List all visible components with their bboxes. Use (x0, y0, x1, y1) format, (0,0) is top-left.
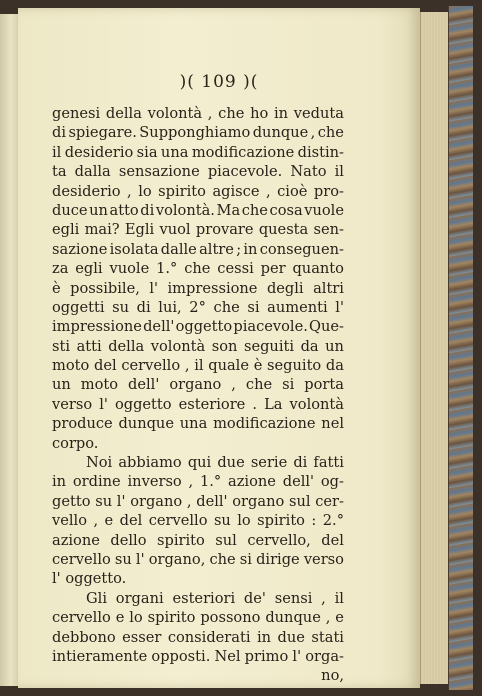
word: 2.° (322, 512, 344, 530)
text-line (52, 647, 344, 666)
word: dell' (143, 318, 175, 336)
word: spirito (158, 182, 206, 200)
text-line (52, 608, 344, 627)
word: del (93, 357, 117, 375)
word: sensi (274, 589, 313, 607)
text-line (52, 395, 344, 414)
word: , (231, 376, 236, 394)
word: agisce (212, 182, 260, 200)
word: che (209, 550, 236, 568)
word: . (252, 395, 258, 413)
word: lui, (158, 298, 182, 316)
word: debbono (52, 628, 116, 646)
word: conseguen- (259, 240, 344, 258)
word: moto (52, 357, 90, 375)
word: sul (288, 492, 311, 510)
text-line (52, 201, 344, 220)
word: lo (129, 609, 143, 627)
page-number-header: )( 109 )( (179, 72, 259, 92)
word: cervello, (247, 531, 311, 549)
word: si (247, 298, 260, 316)
word: da (325, 357, 344, 375)
word: l' (135, 550, 145, 568)
word: e (104, 512, 114, 530)
word: organo (130, 492, 183, 510)
word: volontà (147, 105, 203, 122)
word: seguiti (243, 337, 295, 355)
word: una (179, 415, 208, 433)
word: si (239, 550, 252, 568)
text-line (52, 123, 344, 142)
word: che (218, 105, 245, 122)
word: cosa (269, 201, 303, 219)
word: , (93, 512, 99, 530)
word: produce (52, 415, 113, 433)
word: modificazione (213, 415, 316, 433)
word: su (112, 298, 130, 316)
word: intieramente (52, 647, 148, 665)
text-line (52, 279, 344, 298)
word: l' (335, 298, 344, 316)
word: egli (75, 260, 103, 278)
word: di (136, 298, 151, 316)
text-line (52, 240, 344, 259)
word: in (243, 240, 258, 258)
text-line (52, 143, 344, 162)
word: considerati (167, 628, 251, 646)
word: de' (243, 589, 266, 607)
word: altre (199, 240, 234, 258)
word: su (114, 550, 132, 568)
word: vuole (109, 260, 150, 278)
word: genesi (52, 105, 101, 122)
word: in (256, 628, 272, 646)
text-line (52, 104, 344, 123)
word: og- (320, 473, 344, 491)
word: impressione (167, 279, 258, 297)
text-line (52, 434, 344, 453)
text-line (52, 162, 344, 181)
text-line (52, 550, 344, 569)
word: desiderio (64, 143, 134, 161)
word: : (311, 512, 317, 530)
left-page-edge (0, 14, 19, 686)
word: opposti. (151, 647, 211, 665)
text-line (52, 472, 344, 491)
text-line (52, 531, 344, 550)
word: organo (232, 492, 285, 510)
text-line (52, 589, 344, 608)
word: Que- (309, 318, 344, 336)
word: l' (292, 647, 302, 665)
word: isolata (109, 240, 159, 258)
word: cer- (315, 492, 344, 510)
word: getto (52, 492, 91, 510)
word: desiderio (52, 182, 121, 200)
word: La (264, 395, 283, 413)
line-text: l' oggetto. (52, 570, 127, 588)
text-line (52, 298, 344, 317)
word: volontà (150, 337, 206, 355)
word: lo (138, 182, 152, 200)
word: Nel (214, 647, 241, 665)
text-line (52, 356, 344, 375)
word: spirito (147, 609, 196, 627)
word: seguito (267, 357, 322, 375)
word: 1.° (156, 260, 178, 278)
word: del (321, 531, 344, 549)
word: abbiamo (118, 454, 182, 472)
text-line (52, 337, 344, 356)
word: oggetti (52, 298, 105, 316)
word: Supponghiamo (139, 124, 251, 142)
word: verso (303, 550, 344, 568)
word: dell' (196, 492, 228, 510)
word: una (160, 143, 189, 161)
word: duce (52, 201, 88, 219)
word: spiegare. (68, 124, 137, 142)
line-text: corpo. (52, 434, 99, 452)
word: il (334, 589, 344, 607)
word: e (115, 609, 125, 627)
word: , (186, 492, 192, 510)
word: vuol (159, 221, 191, 239)
word: Ma (216, 201, 241, 219)
word: in (274, 105, 289, 122)
word: porta (304, 376, 344, 394)
word: impressione (52, 318, 142, 336)
word: esteriore (178, 395, 246, 413)
text-line (52, 453, 344, 472)
word: sazione (52, 240, 108, 258)
word: degli (266, 279, 304, 297)
word: della (108, 337, 145, 355)
word: dell' (282, 473, 315, 491)
word: cervello (52, 609, 111, 627)
word: atto (109, 201, 139, 219)
word: sen- (313, 221, 344, 239)
word: del (119, 512, 143, 530)
word: quale (208, 357, 249, 375)
word: volontà. (155, 201, 215, 219)
text-line (52, 569, 344, 588)
text-line (52, 628, 344, 647)
word: , (265, 182, 271, 200)
word: è (52, 279, 61, 297)
text-line (52, 666, 344, 685)
word: due (217, 454, 245, 472)
word: , (321, 589, 326, 607)
word: da (300, 337, 319, 355)
word: za (52, 260, 69, 278)
word: il (194, 357, 204, 375)
page-stack-edge (420, 12, 449, 684)
text-line (52, 511, 344, 530)
word: ta (52, 163, 67, 181)
word: veduta (293, 105, 344, 122)
word: sul (215, 531, 237, 549)
word: quanto (292, 260, 344, 278)
word: esser (122, 628, 162, 646)
word: si (282, 376, 295, 394)
word: 1.° (199, 473, 222, 491)
word: l' (149, 279, 159, 297)
word: due (277, 628, 305, 646)
word: qui (187, 454, 212, 472)
word: dirige (256, 550, 300, 568)
word: organi (115, 589, 164, 607)
word: , (188, 473, 194, 491)
word: un (52, 376, 71, 394)
word: son (211, 337, 238, 355)
word: dalla (74, 163, 111, 181)
word: lo (237, 512, 251, 530)
word: oggetto (175, 318, 233, 336)
word: vuole (304, 201, 344, 219)
word: Gli (86, 589, 107, 607)
word: cioè (277, 182, 308, 200)
line-text: no, (321, 667, 344, 685)
word: sia (136, 143, 158, 161)
word: vello (52, 512, 88, 530)
word: primo (244, 647, 289, 665)
text-line (52, 375, 344, 394)
word: , (184, 357, 190, 375)
word: orga- (305, 647, 344, 665)
word: è (253, 357, 263, 375)
word: l' (99, 395, 108, 413)
word: spirito (157, 531, 205, 549)
word: che (245, 376, 273, 394)
word: Noi (86, 454, 113, 472)
word: e (335, 609, 344, 627)
word: inverso (127, 473, 182, 491)
word: che (241, 201, 268, 219)
word: altri (313, 279, 344, 297)
word: , (325, 609, 331, 627)
word: moto (80, 376, 119, 394)
word: atti (76, 337, 102, 355)
word: un (89, 201, 108, 219)
word: Egli (124, 221, 155, 239)
word: possibile, (70, 279, 140, 297)
text-line (52, 259, 344, 278)
word: questa (258, 221, 309, 239)
word: azione (52, 531, 100, 549)
word: oggetto (114, 395, 172, 413)
word: ordine (72, 473, 121, 491)
marbled-cover (448, 6, 473, 690)
word: possono (200, 609, 261, 627)
word: dunque (118, 415, 174, 433)
word: per (260, 260, 286, 278)
text-line (52, 317, 344, 336)
text-line (52, 414, 344, 433)
word: , (310, 124, 316, 142)
word: mai? (84, 221, 120, 239)
word: organo, (148, 550, 206, 568)
word: cessi (217, 260, 254, 278)
word: , (207, 105, 213, 122)
word: un (325, 337, 344, 355)
word: della (105, 105, 142, 122)
word: dunque (252, 124, 309, 142)
body-text (52, 104, 344, 686)
word: pro- (313, 182, 344, 200)
word: provare (195, 221, 254, 239)
word: ; (236, 240, 242, 258)
word: l' (116, 492, 126, 510)
word: azione (228, 473, 276, 491)
word: che (317, 124, 344, 142)
word: piacevole. (233, 318, 308, 336)
word: cervello (148, 512, 208, 530)
text-line (52, 492, 344, 511)
word: su (95, 492, 113, 510)
word: il (52, 143, 62, 161)
word: egli (52, 221, 80, 239)
word: di (140, 201, 155, 219)
word: serie (250, 454, 288, 472)
word: che (213, 298, 240, 316)
word: organo (169, 376, 222, 394)
word: volontà (289, 395, 344, 413)
word: piacevole. (207, 163, 283, 181)
word: in (52, 473, 67, 491)
word: su (213, 512, 231, 530)
word: dello (110, 531, 147, 549)
word: stati (311, 628, 344, 646)
word: dunque (265, 609, 321, 627)
word: spirito (257, 512, 305, 530)
word: dell' (128, 376, 160, 394)
word: fatti (313, 454, 344, 472)
word: Nato (290, 163, 327, 181)
word: verso (52, 395, 93, 413)
word: dalle (160, 240, 197, 258)
word: nel (321, 415, 344, 433)
word: sensazione (118, 163, 200, 181)
word: 2° (189, 298, 206, 316)
word: che (184, 260, 211, 278)
word: , (127, 182, 132, 200)
word: di (52, 124, 67, 142)
word: sti (52, 337, 71, 355)
word: di (293, 454, 308, 472)
word: esteriori (172, 589, 236, 607)
text-line (52, 220, 344, 239)
word: cervello (121, 357, 181, 375)
word: ho (250, 105, 269, 122)
word: il (334, 163, 344, 181)
word: modificazione (191, 143, 295, 161)
text-line (52, 182, 344, 201)
word: cervello (52, 550, 111, 568)
word: aumenti (267, 298, 328, 316)
word: distin- (297, 143, 344, 161)
